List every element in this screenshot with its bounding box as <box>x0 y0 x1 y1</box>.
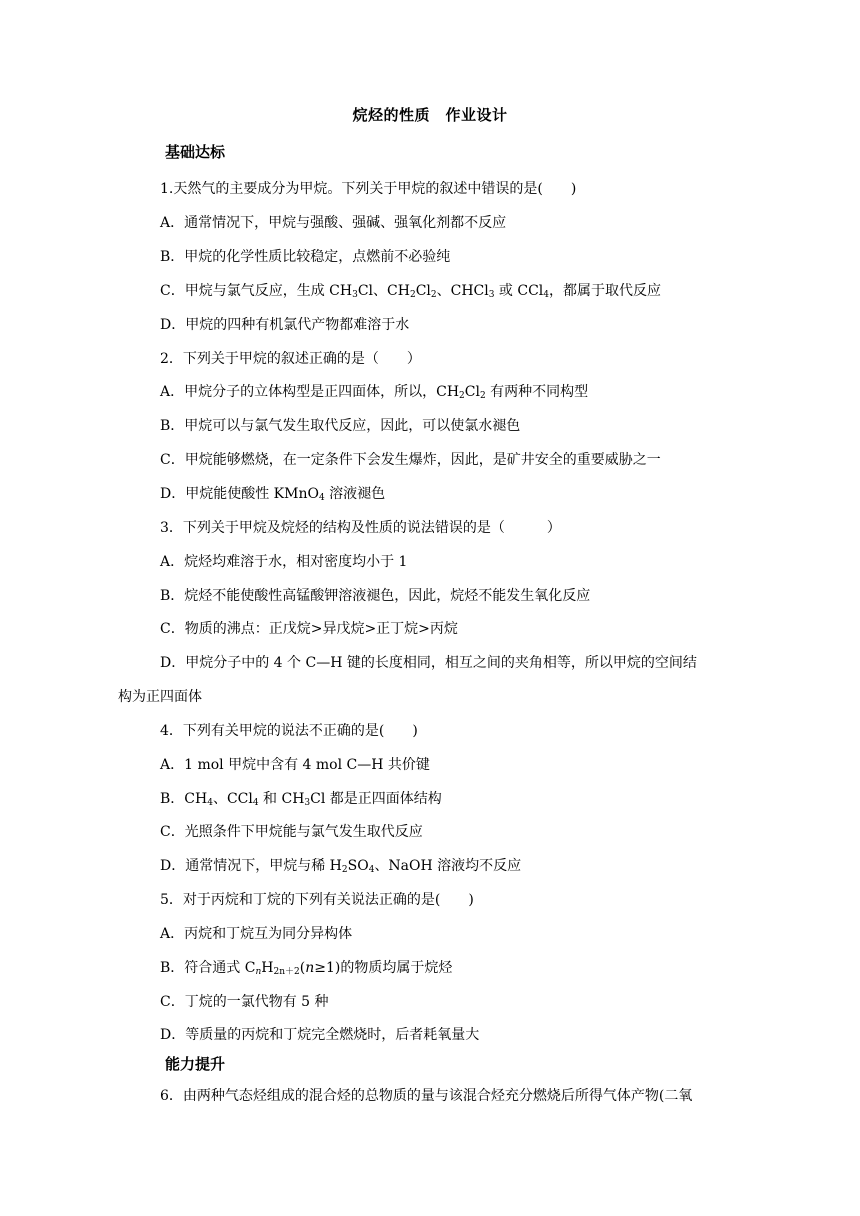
question-2-option-c: C．甲烷能够燃烧，在一定条件下会发生爆炸，因此，是矿井安全的重要威胁之一 <box>160 452 661 468</box>
question-3-option-a: A．烷烃均难溶于水，相对密度均小于 1 <box>160 554 408 570</box>
question-2-option-d: D．甲烷能使酸性 KMnO$_4$ 溶液褪色 <box>160 486 386 503</box>
question-4-option-a: A．1 mol 甲烷中含有 4 mol C—H 共价键 <box>160 757 430 773</box>
page-title: 烷烃的性质 作业设计 <box>352 106 508 124</box>
question-5-option-a: A．丙烷和丁烷互为同分异构体 <box>160 926 353 942</box>
question-4-option-d: D．通常情况下，甲烷与稀 $H_2SO_4$、NaOH 溶液均不反应 <box>160 858 522 875</box>
question-1-option-a: A．通常情况下，甲烷与强酸、强碱、强氧化剂都不反应 <box>160 215 507 231</box>
question-1-option-c: C．甲烷与氯气反应，生成 $CH_3Cl$、$CH_2Cl_2$、CHCl$_3$ 或 CCl$_4$，都属于取代反应 <box>160 283 662 300</box>
question-2-option-a: A．甲烷分子的立体构型是正四面体，所以，$CH_2Cl_2$ 有两种不同构型 <box>160 384 589 401</box>
section-heading-basic: 基础达标 <box>165 143 226 161</box>
question-1-option-d: D．甲烷的四种有机氯代产物都难溶于水 <box>160 317 410 333</box>
question-3-option-d: D．甲烷分子中的 4 个 C—H 键的长度相同，相互之间的夹角相等，所以甲烷的空间结 <box>160 655 697 671</box>
question-5-option-c: C．丁烷的一氯代物有 5 种 <box>160 994 329 1010</box>
question-3-option-d-continued: 构为正四面体 <box>118 689 202 705</box>
question-2-option-b: B．甲烷可以与氯气发生取代反应，因此，可以使氯水褪色 <box>160 418 521 434</box>
question-4-stem: 4．下列有关甲烷的说法不正确的是( ) <box>160 723 418 739</box>
question-3-stem: 3．下列关于甲烷及烷烃的结构及性质的说法错误的是（ ） <box>160 520 561 536</box>
section-heading-advanced: 能力提升 <box>165 1055 226 1073</box>
question-5-stem: 5．对于丙烷和丁烷的下列有关说法正确的是( ) <box>160 892 474 908</box>
question-4-option-c: C．光照条件下甲烷能与氯气发生取代反应 <box>160 824 423 840</box>
question-2-stem: 2．下列关于甲烷的叙述正确的是（ ） <box>160 351 421 367</box>
question-3-option-b: B．烷烃不能使酸性高锰酸钾溶液褪色，因此，烷烃不能发生氧化反应 <box>160 588 591 604</box>
question-6-stem: 6．由两种气态烃组成的混合烃的总物质的量与该混合烃充分燃烧后所得气体产物(二氧 <box>160 1088 693 1104</box>
question-1-stem: 1.天然气的主要成分为甲烷。下列关于甲烷的叙述中错误的是( ) <box>160 181 577 197</box>
question-1-option-b: B．甲烷的化学性质比较稳定，点燃前不必验纯 <box>160 249 451 265</box>
question-4-option-b: B．$CH_4$、CCl$_4$ 和 $CH_3Cl$ 都是正四面体结构 <box>160 791 442 808</box>
question-3-option-c: C．物质的沸点：正戊烷>异戊烷>正丁烷>丙烷 <box>160 621 458 637</box>
question-5-option-b: B．符合通式 $C_nH_{2n+2}(n\ge 1)$的物质均属于烷烃 <box>160 960 453 977</box>
question-5-option-d: D．等质量的丙烷和丁烷完全燃烧时，后者耗氧量大 <box>160 1027 480 1043</box>
